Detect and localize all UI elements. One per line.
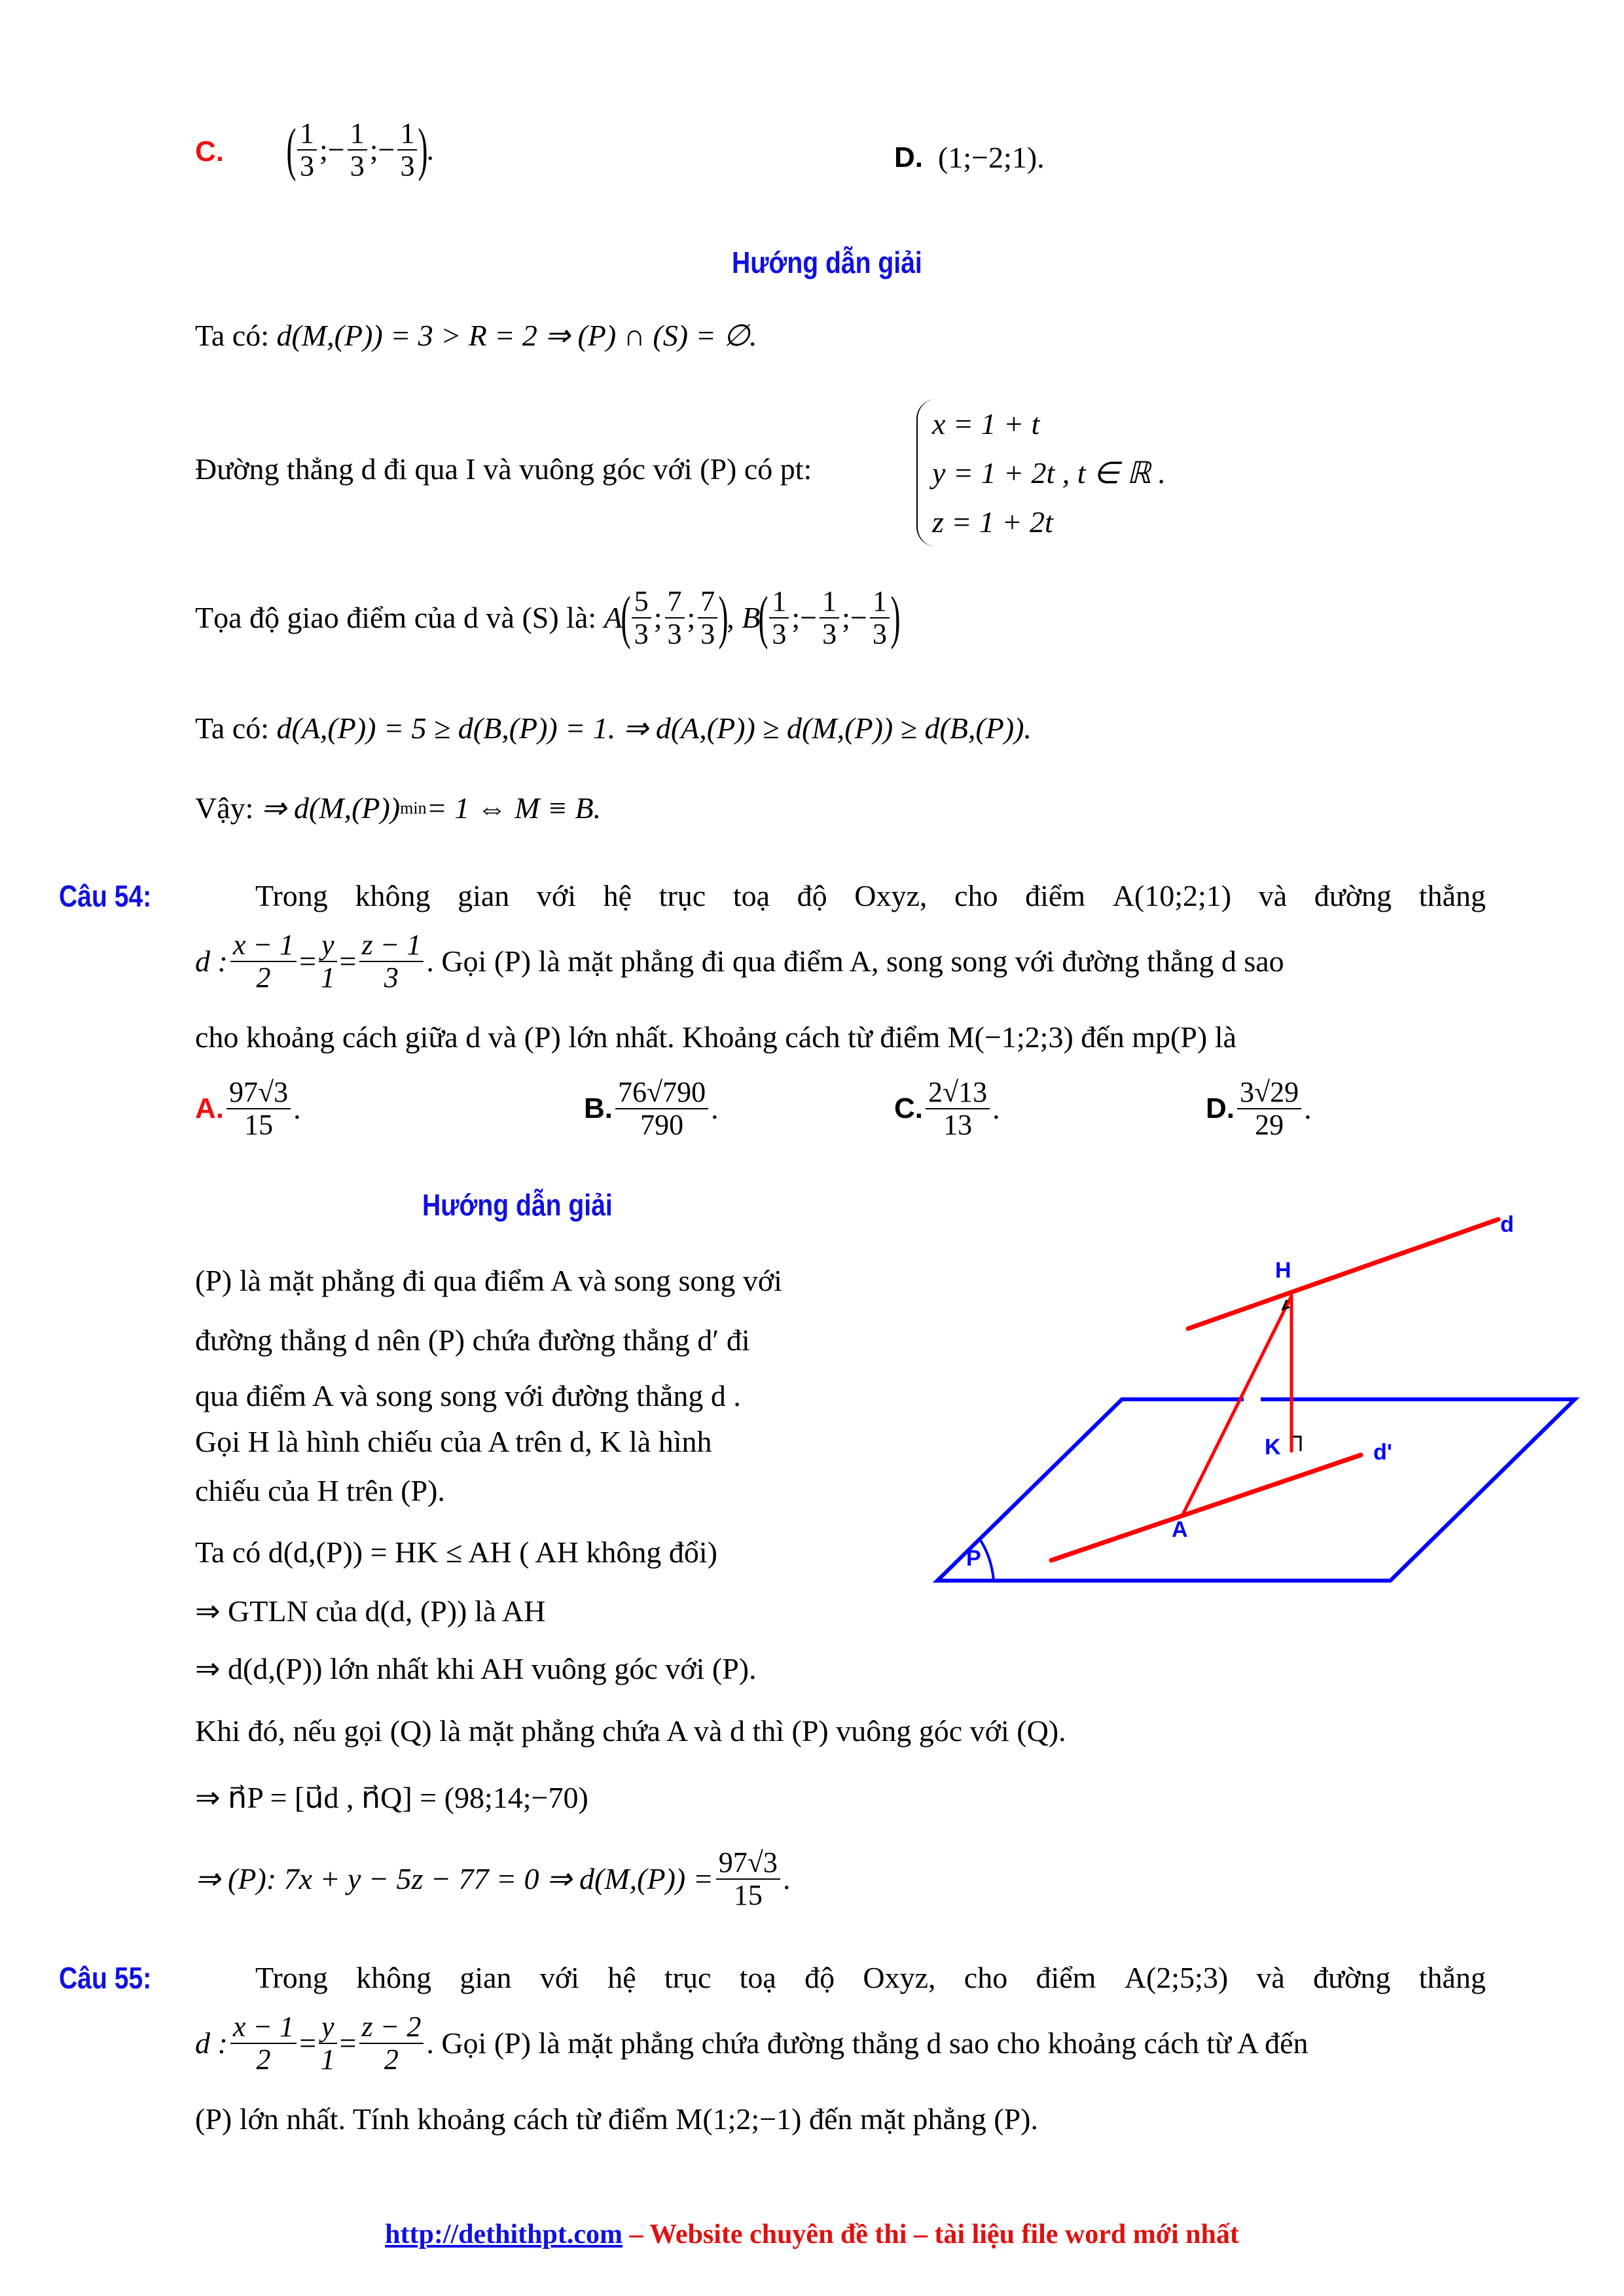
stem-word: không: [355, 879, 431, 912]
stem-word: hệ: [607, 1961, 636, 1994]
label-p: P: [966, 1546, 981, 1571]
solution-line: Ta có: d(M,(P)) = 3 > R = 2 ⇒ (P) ∩ (S) = ∅.: [195, 319, 757, 352]
stem-word: Trong: [255, 1961, 328, 1994]
label-d: d: [1500, 1212, 1514, 1237]
stem-word: gian: [460, 1961, 512, 1994]
stem-word: A(10;2;1): [1112, 879, 1232, 912]
stem-word: và: [1258, 879, 1288, 912]
stem-word: gian: [458, 879, 510, 912]
label-d-prime: d': [1373, 1440, 1392, 1465]
solution-line: ⇒ (P): 7x + y − 5z − 77 = 0 ⇒ d(M,(P)) = $\frac{97√3}{15}$ .: [195, 1846, 791, 1912]
solution-line: ⇒ n⃗P = [u⃗d , n⃗Q] = (98;14;−70): [195, 1781, 588, 1814]
option-label: C.: [195, 135, 224, 168]
line-d: [1188, 1219, 1498, 1329]
stem-word: cho: [954, 879, 998, 912]
footer-link[interactable]: http://dethithpt.com: [385, 2219, 623, 2250]
question-stem: cho khoảng cách giữa d và (P) lớn nhất. Khoảng cách từ điểm M(−1;2;3) đến mp(P) là: [195, 1020, 1236, 1054]
solution-line: Đường thẳng d đi qua I và vuông góc với (P) có pt:: [195, 452, 812, 486]
stem-word: đường: [1313, 1961, 1391, 1994]
solution-line: ⇒ GTLN của d(d, (P)) là AH: [195, 1594, 546, 1628]
solution-line: (P) là mặt phẳng đi qua điểm A và song song với: [195, 1264, 782, 1297]
stem-word: điểm: [1036, 1961, 1096, 1994]
stem-word: Oxyz,: [863, 1961, 936, 1994]
solution-line: Khi đó, nếu gọi (Q) là mặt phẳng chứa A và d thì (P) vuông góc với (Q).: [195, 1714, 1066, 1748]
question-label: Câu 55:: [59, 1961, 152, 1995]
option-d: D. (1;−2;1).: [894, 141, 1045, 174]
answer-option-d[interactable]: D. $\frac{3√29}{29}$ .: [1206, 1076, 1312, 1141]
solution-line: Ta có d(d,(P)) = HK ≤ AH ( AH không đổi): [195, 1535, 717, 1569]
answer-option-b[interactable]: B. $\frac{76√790}{790}$ .: [584, 1076, 719, 1141]
stem-word: toạ: [732, 879, 770, 912]
answer-option-c[interactable]: C. $\frac{2√13}{13}$ .: [894, 1076, 1000, 1141]
label-k: K: [1265, 1435, 1281, 1460]
footer: http://dethithpt.com – Website chuyên đề thi – tài liệu file word mới nhất: [385, 2219, 1239, 2250]
question-stem: [255, 1963, 1486, 1993]
label-a: A: [1172, 1517, 1188, 1542]
stem-word: Oxyz,: [854, 879, 928, 912]
stem-word: hệ: [603, 879, 632, 912]
stem-word: A(2;5;3): [1124, 1961, 1229, 1994]
stem-word: với: [539, 1961, 579, 1994]
solution-line: đường thẳng d nên (P) chứa đường thẳng d′ đi: [195, 1323, 750, 1357]
stem-word: toạ: [739, 1961, 776, 1994]
stem-word: trục: [659, 879, 706, 912]
solution-line: Vậy: ⇒ d(M,(P)) min = 1 ⇔ M ≡ B.: [195, 791, 602, 825]
stem-word: thẳng: [1418, 1961, 1486, 1994]
question-stem: (P) lớn nhất. Tính khoảng cách từ điểm M(1;2;−1) đến mặt phẳng (P).: [195, 2102, 1038, 2136]
solution-line: Tọa độ giao điểm của d và (S) là: A ( $\frac{5}{3}$ ; $\frac{7}{3}$ ; $\frac{7}{3}$ ) , B ( $\frac{1}{3}$ ;− $\frac{1}{3}$ ;− $\frac{1}{3}$ ): [195, 585, 901, 651]
equation-system: x = 1 + t y = 1 + 2t , t ∈ ℝ . z = 1 + 2t: [916, 399, 1166, 547]
right-angle-mark-k: [1293, 1437, 1301, 1451]
stem-word: cho: [964, 1961, 1008, 1994]
stem-word: với: [536, 879, 576, 912]
solution-line: chiếu của H trên (P).: [195, 1474, 445, 1507]
guide-title: Hướng dẫn giải: [732, 245, 922, 279]
stem-word: đường: [1314, 879, 1392, 912]
stem-word: không: [356, 1961, 432, 1994]
question-label: Câu 54:: [59, 879, 152, 913]
stem-word: Trong: [255, 879, 328, 912]
stem-word: trục: [664, 1961, 712, 1994]
stem-word: độ: [804, 1961, 835, 1994]
solution-line: ⇒ d(d,(P)) lớn nhất khi AH vuông góc với (P).: [195, 1652, 757, 1685]
guide-title: Hướng dẫn giải: [422, 1188, 613, 1222]
question-stem: d : $\frac{x - 1}{2}$ = $\frac{y}{1}$ = $\frac{z - 1}{3}$ . Gọi (P) là mặt phẳng đi qua điểm A, song song với đường thẳng d sao: [195, 929, 1284, 994]
solution-line: Gọi H là hình chiếu của A trên d, K là hình: [195, 1425, 712, 1458]
stem-word: độ: [797, 879, 827, 912]
solution-line: qua điểm A và song song với đường thẳng d .: [195, 1379, 741, 1412]
question-stem: d : $\frac{x - 1}{2}$ = $\frac{y}{1}$ = $\frac{z - 2}{2}$ . Gọi (P) là mặt phẳng chứa đường thẳng d sao cho khoảng cách từ A đến: [195, 2011, 1308, 2076]
option-c-value: ( $\frac{1}{3}$ ;− $\frac{1}{3}$ ;− $\frac{1}{3}$ ) .: [286, 117, 434, 183]
answer-option-a[interactable]: A. $\frac{97√3}{15}$ .: [195, 1076, 301, 1141]
solution-line: Ta có: d(A,(P)) = 5 ≥ d(B,(P)) = 1. ⇒ d(A,(P)) ≥ d(M,(P)) ≥ d(B,(P)).: [195, 711, 1032, 745]
label-h: H: [1275, 1258, 1291, 1283]
stem-word: điểm: [1025, 879, 1086, 912]
stem-word: và: [1256, 1961, 1285, 1994]
stem-word: thẳng: [1418, 879, 1486, 912]
